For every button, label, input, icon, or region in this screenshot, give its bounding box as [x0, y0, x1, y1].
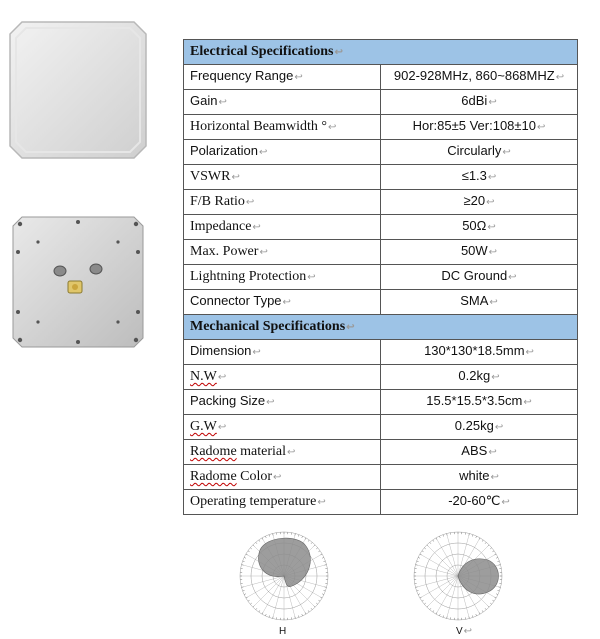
- spec-row: [184, 140, 578, 165]
- spec-value: 0.2kg: [458, 368, 491, 383]
- paragraph-mark-icon: ↩: [334, 46, 343, 58]
- spec-label-cell: [184, 365, 381, 390]
- spec-label-cell: [184, 215, 381, 240]
- spec-value-cell: [381, 390, 578, 415]
- mechanical-header-text: Mechanical Specifications: [190, 318, 346, 334]
- paragraph-mark-icon: ↩: [486, 197, 495, 208]
- spec-value-cell: [381, 115, 578, 140]
- spec-value: 50W: [460, 243, 488, 258]
- spec-row: [184, 115, 578, 140]
- pattern-label-v: [456, 626, 472, 637]
- spec-row: [184, 365, 578, 390]
- paragraph-mark-icon: ↩: [488, 247, 498, 258]
- spec-value: Hor:85±5 Ver:108±10: [412, 118, 536, 133]
- spec-value: white: [459, 468, 490, 483]
- spec-label: VSWR: [190, 169, 231, 184]
- spec-row: [184, 415, 578, 440]
- spec-label: Connector Type: [190, 293, 282, 308]
- spec-value-cell: [381, 440, 578, 465]
- paragraph-mark-icon: ↩: [487, 222, 496, 233]
- spec-value: ABS: [461, 443, 488, 458]
- paragraph-mark-icon: ↩: [501, 497, 510, 508]
- paragraph-mark-icon: ↩: [463, 626, 473, 637]
- spec-row: [184, 440, 578, 465]
- spec-label: Impedance: [190, 219, 252, 234]
- spec-label-cell: [184, 115, 381, 140]
- spec-value-cell: [381, 215, 578, 240]
- paragraph-mark-icon: ↩: [317, 497, 326, 508]
- spec-value: Circularly: [447, 143, 502, 158]
- spec-row: [184, 90, 578, 115]
- spec-value: ≤1.3: [461, 168, 487, 183]
- spec-row: [184, 265, 578, 290]
- pattern-label-v-text: V: [456, 626, 463, 637]
- paragraph-mark-icon: ↩: [259, 247, 268, 258]
- paragraph-mark-icon: ↩: [502, 147, 511, 158]
- paragraph-mark-icon: ↩: [266, 397, 275, 408]
- spec-value-cell: [381, 65, 578, 90]
- paragraph-mark-icon: ↩: [488, 97, 497, 108]
- spec-row: [184, 190, 578, 215]
- paragraph-mark-icon: ↩: [346, 321, 355, 333]
- specifications-table: [183, 39, 578, 515]
- paragraph-mark-icon: ↩: [489, 297, 498, 308]
- spec-value-cell: [381, 265, 578, 290]
- pattern-label-h: H: [279, 626, 287, 637]
- spec-value-cell: [381, 240, 578, 265]
- paragraph-mark-icon: ↩: [523, 397, 532, 408]
- spec-label: Packing Size: [190, 393, 266, 408]
- spec-value-cell: [381, 290, 578, 315]
- paragraph-mark-icon: ↩: [490, 472, 499, 483]
- paragraph-mark-icon: ↩: [307, 272, 316, 283]
- spec-value-cell: [381, 190, 578, 215]
- spec-row: [184, 65, 578, 90]
- spec-label: Max. Power: [190, 244, 259, 259]
- spec-label: G.W: [190, 419, 217, 434]
- paragraph-mark-icon: ↩: [487, 172, 497, 183]
- spec-value-cell: [381, 415, 578, 440]
- paragraph-mark-icon: ↩: [294, 72, 303, 83]
- spec-label-cell: [184, 465, 381, 490]
- spec-label: Operating temperature: [190, 494, 317, 509]
- spec-label-cell: [184, 340, 381, 365]
- spec-value-cell: [381, 465, 578, 490]
- paragraph-mark-icon: ↩: [328, 122, 337, 133]
- spec-label-cell: [184, 440, 381, 465]
- electrical-header: [184, 40, 578, 65]
- spec-label: Lightning Protection: [190, 269, 307, 284]
- spec-label-cell: [184, 65, 381, 90]
- radiation-pattern-v: [412, 530, 504, 622]
- spec-label: Polarization: [190, 143, 258, 158]
- antenna-front-image: [8, 20, 148, 160]
- spec-value-cell: [381, 365, 578, 390]
- paragraph-mark-icon: ↩: [252, 347, 261, 358]
- spec-label: Frequency Range: [190, 68, 294, 83]
- spec-value: DC Ground: [441, 268, 508, 283]
- spec-value-cell: [381, 340, 578, 365]
- spec-label-cell: [184, 165, 381, 190]
- paragraph-mark-icon: ↩: [494, 422, 504, 433]
- spec-label-cell: [184, 415, 381, 440]
- spec-label-cell: [184, 240, 381, 265]
- spec-value: -20-60℃: [448, 493, 501, 508]
- spec-value-cell: [381, 140, 578, 165]
- paragraph-mark-icon: ↩: [273, 472, 282, 483]
- paragraph-mark-icon: ↩: [252, 222, 261, 233]
- paragraph-mark-icon: ↩: [491, 372, 500, 383]
- spec-label: Radome material: [190, 444, 287, 459]
- electrical-header-row: [184, 40, 578, 65]
- paragraph-mark-icon: ↩: [217, 422, 227, 433]
- antenna-back-image: [12, 216, 144, 348]
- paragraph-mark-icon: ↩: [217, 372, 227, 383]
- mechanical-header: [184, 315, 578, 340]
- spec-label: Radome Color: [190, 469, 273, 484]
- paragraph-mark-icon: ↩: [245, 197, 255, 208]
- electrical-header-text: Electrical Specifications: [190, 43, 334, 59]
- spec-label-cell: [184, 490, 381, 515]
- paragraph-mark-icon: ↩: [525, 347, 534, 358]
- spec-row: [184, 465, 578, 490]
- spec-value: 6dBi: [461, 93, 488, 108]
- spec-label: Gain: [190, 93, 218, 108]
- spec-label-cell: [184, 90, 381, 115]
- paragraph-mark-icon: ↩: [258, 147, 268, 158]
- mechanical-header-row: [184, 315, 578, 340]
- spec-value: SMA: [460, 293, 489, 308]
- spec-value: 15.5*15.5*3.5cm: [426, 393, 523, 408]
- spec-row: [184, 240, 578, 265]
- spec-label: N.W: [190, 369, 217, 384]
- spec-value-cell: [381, 165, 578, 190]
- spec-label: F/B Ratio: [190, 194, 245, 209]
- paragraph-mark-icon: ↩: [488, 447, 497, 458]
- paragraph-mark-icon: ↩: [287, 447, 296, 458]
- spec-row: [184, 165, 578, 190]
- spec-label-cell: [184, 290, 381, 315]
- radiation-pattern-h: [238, 530, 330, 622]
- spec-row: [184, 290, 578, 315]
- paragraph-mark-icon: ↩: [508, 272, 517, 283]
- spec-label-cell: [184, 390, 381, 415]
- paragraph-mark-icon: ↩: [231, 172, 240, 183]
- spec-label-cell: [184, 190, 381, 215]
- paragraph-mark-icon: ↩: [282, 297, 291, 308]
- spec-value: 902-928MHz, 860~868MHZ: [393, 68, 555, 83]
- spec-value-cell: [381, 490, 578, 515]
- paragraph-mark-icon: ↩: [218, 97, 227, 108]
- spec-value: ≥20: [463, 193, 486, 208]
- spec-value-cell: [381, 90, 578, 115]
- spec-value: 130*130*18.5mm: [424, 343, 525, 358]
- spec-label-cell: [184, 265, 381, 290]
- spec-value: 0.25kg: [454, 418, 494, 433]
- spec-row: [184, 390, 578, 415]
- spec-label: Dimension: [190, 343, 252, 358]
- spec-row: [184, 490, 578, 515]
- paragraph-mark-icon: ↩: [555, 72, 565, 83]
- spec-label-cell: [184, 140, 381, 165]
- paragraph-mark-icon: ↩: [537, 122, 546, 133]
- spec-row: [184, 215, 578, 240]
- spec-value: 50Ω: [462, 218, 487, 233]
- spec-label: Horizontal Beamwidth °: [190, 119, 328, 134]
- spec-row: [184, 340, 578, 365]
